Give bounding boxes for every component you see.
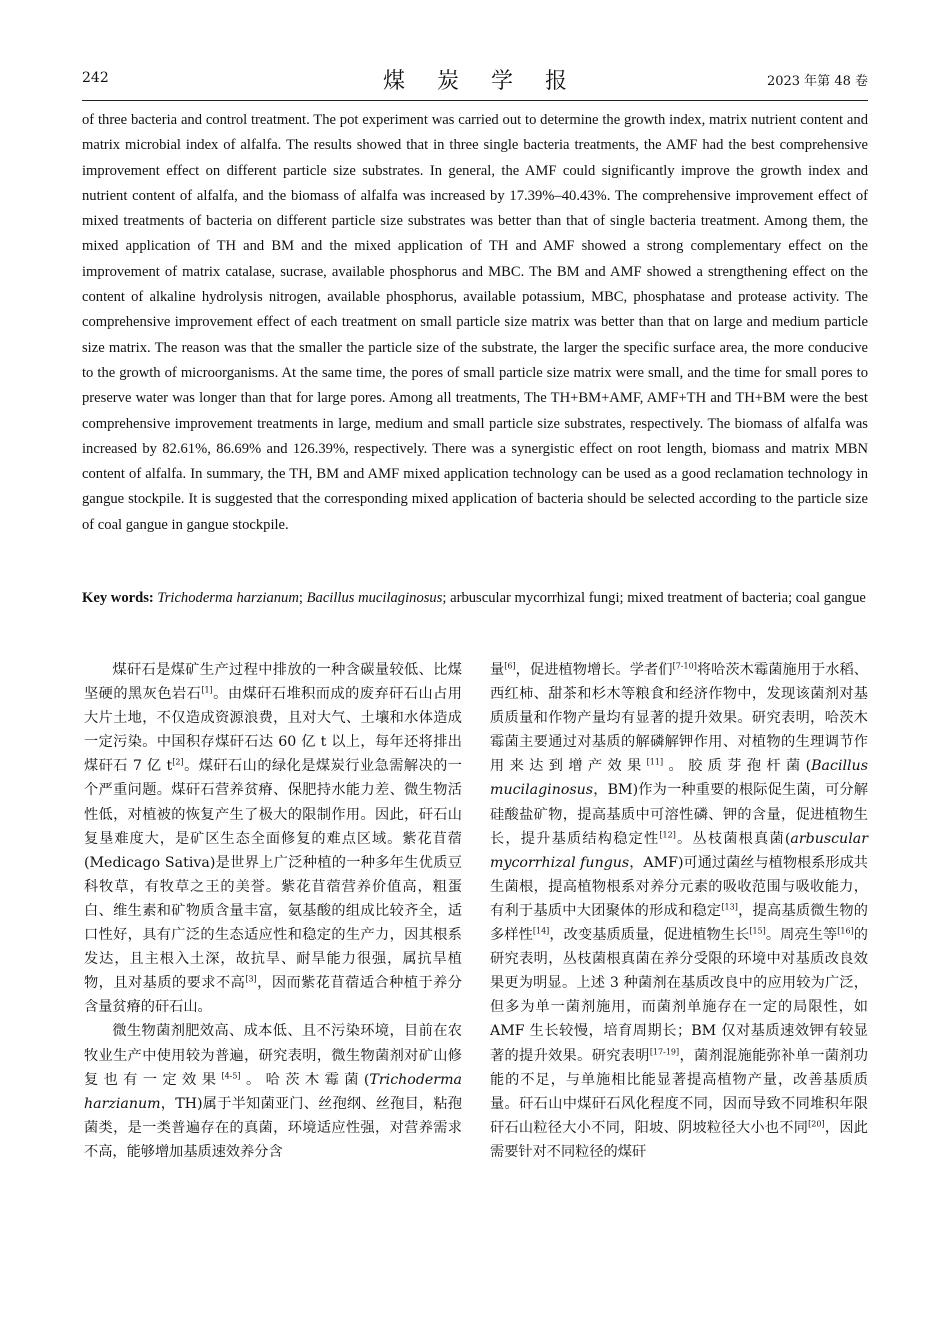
- citation[interactable]: [20]: [808, 1119, 825, 1129]
- keyword-trichoderma: Trichoderma harzianum: [157, 590, 299, 606]
- citation[interactable]: [3]: [245, 974, 257, 984]
- latin-name: Trichoderma harzianum: [84, 1071, 462, 1112]
- body-column-left: [84, 658, 462, 1164]
- citation[interactable]: [17-19]: [649, 1046, 680, 1056]
- header-divider: [82, 100, 868, 101]
- citation[interactable]: [1]: [201, 685, 213, 695]
- journal-title: 煤炭学报: [382, 69, 599, 94]
- volume-label: 2023 年第 48 卷: [766, 74, 868, 89]
- keywords-label: Key words: [82, 590, 149, 606]
- citation[interactable]: [14]: [532, 926, 550, 936]
- abstract-text: of three bacteria and control treatment. The pot experiment was carried out to determine the growth index, matrix nutrient content and matrix microbial index of alfalfa. The results showed that in three single bacteria treatments, the AMF had the best comprehensive improvement effect on different particle size substrates. In general, the AMF could significantly improve the growth index and nutrient content of alfalfa, and the biomass of alfalfa was increased by 17.39%–40.43%. The comprehensive improvement effect of mixed treatments of bacteria on different particle size substrates was better than that of single bacteria treatment. Among them, the mixed application of TH and BM and the mixed application of TH and AMF showed a strong complementary effect on the improvement of matrix catalase, sucrase, available phosphorus and MBC. The BM and AMF showed a strengthening effect on the content of alkaline hydrolysis nitrogen, available phosphorus, available potassium, MBC, phosphatase and protease activity. The comprehensive improvement effect of each treatment on small particle size matrix was better than that on large and medium particle size matrix. The reason was that the smaller the particle size of the substrate, the larger the specific surface area, the more conducive to the growth of microorganisms. At the same time, the pores of small particle size matrix were small, and the time for small pores to preserve water was longer than that for large pores. Among all treatments, The TH+BM+AMF, AMF+TH and TH+BM were the best comprehensive improvement treatments in large, medium and small particle size substrates, respectively. The biomass of alfalfa was increased by 82.61%, 86.69% and 126.39%, respectively. There was a synergistic effect on root length, biomass and matrix MBN content of alfalfa. In summary, the TH, BM and AMF mixed application technology can be used as a good reclamation technology in gangue stockpile. It is suggested that the corresponding mixed application of bacteria should be selected according to the particle size of coal gangue in gangue stockpile.: [82, 112, 868, 533]
- body-paragraph-3: 量[6]，促进植物增长。学者们[7-10]将哈茨木霉菌施用于水稻、西红柿、甜茶和杉木等粮食和经济作物中，发现该菌剂对基质质量和作物产量均有显著的提升效果。研究表明，哈茨木霉菌主要通过对基质的解磷解钾作用、对植物的生理调节作用来达到增产效果[11]。胶质芽孢杆菌(Bacillus mucilaginosus，BM)作为一种重要的根际促生菌，可分解硅酸盐矿物，提高基质中可溶性磷、钾的含量，促进植物生长，提升基质结构稳定性[12]。丛枝菌根真菌(arbuscular mycorrhizal fungus，AMF)可通过菌丝与植物根系形成共生菌根，提高植物根系对养分元素的吸收范围与吸收能力，有利于基质中大团聚体的形成和稳定[13]，提高基质微生物的多样性[14]，改变基质质量，促进植物生长[15]。周亮生等[16]的研究表明，丛枝菌根真菌在养分受限的环境中对基质改良效果更为明显。上述 3 种菌剂在基质改良中的应用较为广泛，但多为单一菌剂施用，而菌剂单施存在一定的局限性，如 AMF 生长较慢，培育周期长；BM 仅对基质速效钾有较显著的提升效果。研究表明[17-19]，菌剂混施能弥补单一菌剂功能的不足，与单施相比能显著提高植物产量，改善基质质量。矸石山中煤矸石风化程度不同，因而导致不同堆积年限矸石山粒径大小不同，阳坡、阴坡粒径大小也不同[20]，因此需要针对不同粒径的煤矸: [490, 661, 868, 1160]
- keywords-rest: ; arbuscular mycorrhizal fungi; mixed treatment of bacteria; coal gangue: [442, 590, 866, 606]
- latin-name: arbuscular mycorrhizal fungus: [490, 830, 868, 871]
- page-header: [82, 62, 868, 96]
- keyword-bacillus: Bacillus mucilaginosus: [306, 590, 443, 606]
- keywords: Key words: Trichoderma harzianum; Bacillus mucilaginosus; arbuscular mycorrhizal fungi; mixed treatment of bacteria; coal gangue: [82, 590, 866, 606]
- body-column-right: [490, 658, 868, 1164]
- page-number: 242: [82, 70, 109, 86]
- citation[interactable]: [6]: [504, 661, 516, 671]
- citation[interactable]: [16]: [837, 926, 854, 936]
- citation[interactable]: [7-10]: [672, 661, 697, 671]
- latin-name: Bacillus mucilaginosus: [490, 758, 868, 799]
- body-paragraph-1: 煤矸石是煤矿生产过程中排放的一种含碳量较低、比煤坚硬的黑灰色岩石[1]。由煤矸石堆积而成的废弃矸石山占用大片土地，不仅造成资源浪费，且对大气、土壤和水体造成一定污染。中国积存煤矸石达 60 亿 t 以上，每年还将排出煤矸石 7 亿 t[2]。煤矸石山的绿化是煤炭行业急需解决的一个严重问题。煤矸石营养贫瘠、保肥持水能力差、微生物活性低，对植被的恢复产生了极大的限制作用。因此，矸石山复垦难度大，是矿区生态全面修复的难点区域。紫花苜蓿(Medicago Sativa)是世界上广泛种植的一种多年生优质豆科牧草，有牧草之王的美誉。紫花苜蓿营养价值高，粗蛋白、维生素和矿物质含量丰富，氨基酸的组成比较齐全，适口性好，具有广泛的生态适应性和稳定的生产力，因其根系发达，且主根入土深，故抗旱、耐旱能力很强，属抗旱植物，且对基质的要求不高[3]，因而紫花苜蓿适合种植于养分含量贫瘠的矸石山。: [84, 662, 462, 1016]
- english-abstract: [82, 108, 868, 538]
- citation[interactable]: [2]: [172, 757, 184, 767]
- citation[interactable]: [13]: [721, 902, 738, 912]
- citation[interactable]: [12]: [659, 829, 676, 839]
- body-paragraph-2: 微生物菌剂肥效高、成本低、且不污染环境，目前在农牧业生产中使用较为普遍，研究表明，微生物菌剂对矿山修复也有一定效果[4-5]。哈茨木霉菌(Trichoderma harzianum，TH)属于半知菌亚门、丝孢纲、丝孢目，粘孢菌类，是一类普遍存在的真菌，环境适应性强，对营养需求不高，能够增加基质速效养分含: [84, 1023, 462, 1160]
- citation[interactable]: [11]: [646, 757, 664, 767]
- citation[interactable]: [4-5]: [221, 1070, 241, 1080]
- citation[interactable]: [15]: [749, 926, 766, 936]
